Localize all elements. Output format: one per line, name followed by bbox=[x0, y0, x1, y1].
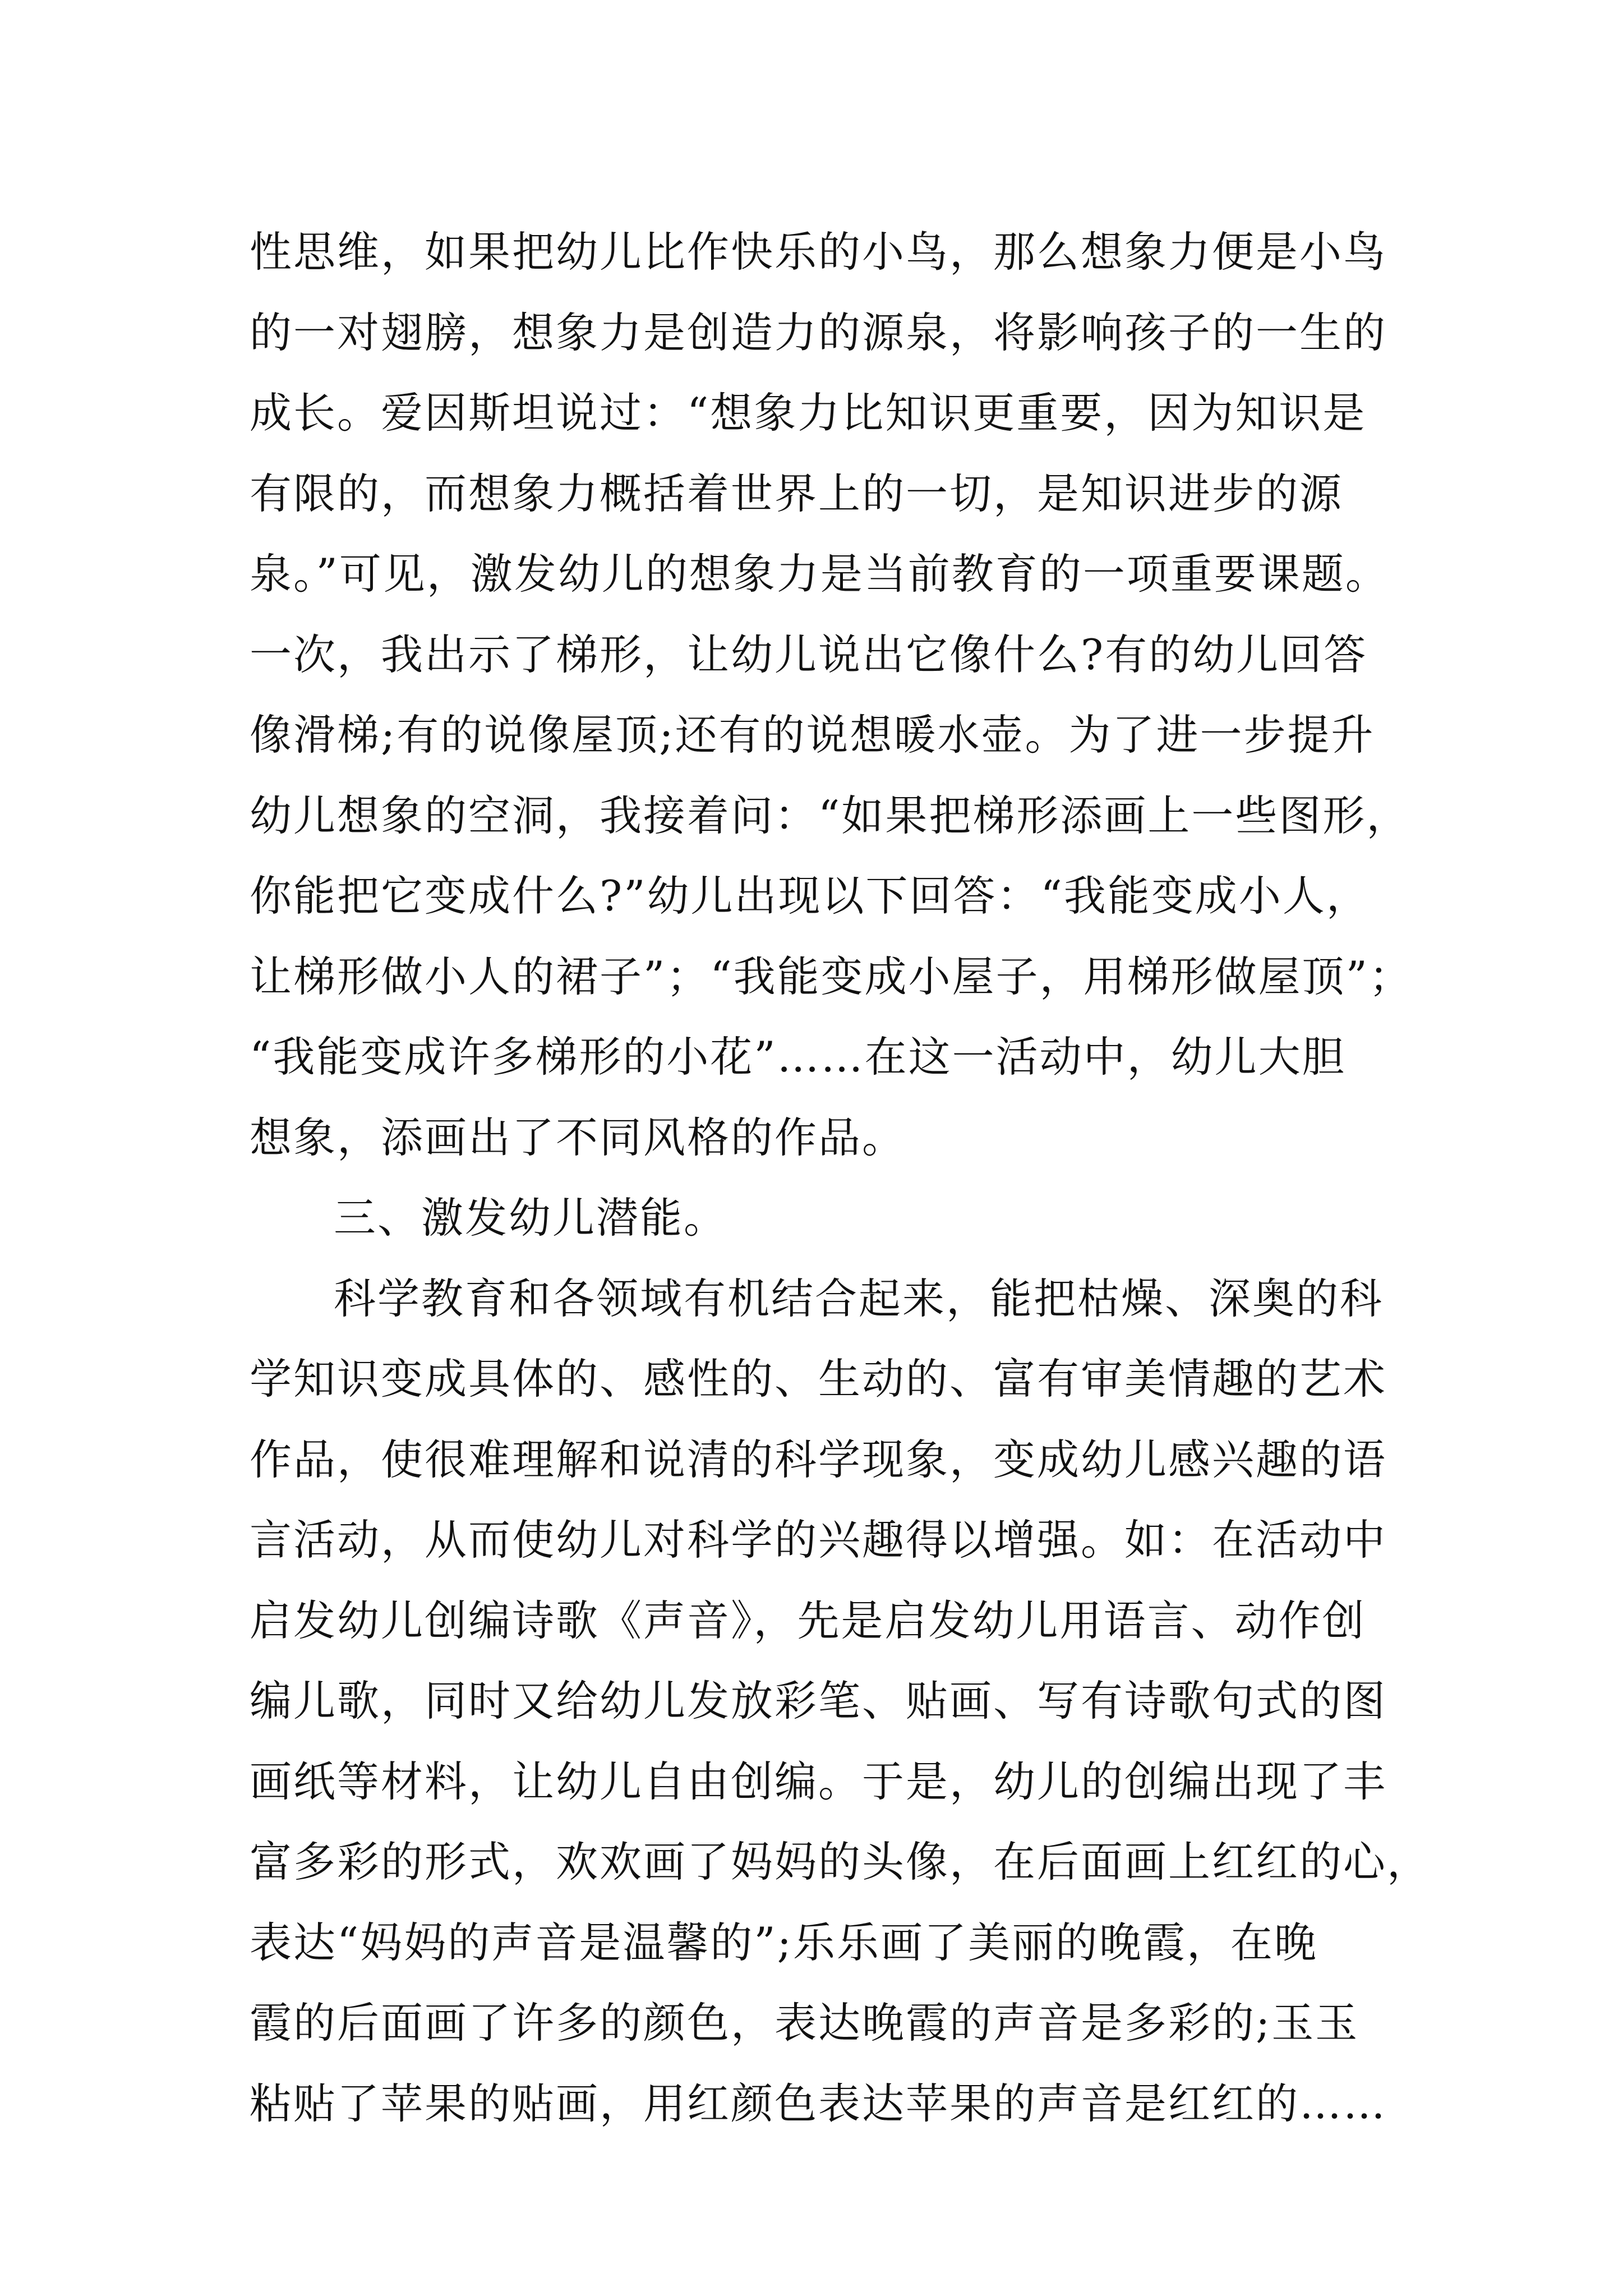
body-text bbox=[250, 212, 1438, 2144]
text-line: 成长。爱因斯坦说过：“想象力比知识更重要，因为知识是 bbox=[250, 388, 1367, 438]
text-line: 有限的，而想象力概括着世界上的一切，是知识进步的源 bbox=[250, 468, 1344, 518]
text-line: 表达“妈妈的声音是温馨的”;乐乐画了美丽的晚霞，在晚 bbox=[250, 1917, 1318, 1967]
text-line: 霞的后面画了许多的颜色，表达晚霞的声音是多彩的;玉玉 bbox=[250, 1998, 1359, 2047]
paragraph-first-line: 科学教育和各领域有机结合起来，能把枯燥、深奥的科 bbox=[334, 1273, 1384, 1323]
text-line: 性思维，如果把幼儿比作快乐的小鸟，那么想象力便是小鸟 bbox=[250, 227, 1387, 277]
text-line: “我能变成许多梯形的小花”……在这一活动中，幼儿大胆 bbox=[250, 1032, 1346, 1082]
text-line: 富多彩的形式，欢欢画了妈妈的头像，在后面画上红红的心， bbox=[250, 1837, 1431, 1887]
paragraph-first-line: 三、激发幼儿潜能。 bbox=[334, 1193, 728, 1243]
text-line: 想象，添画出了不同风格的作品。 bbox=[250, 1112, 906, 1162]
text-line: 作品，使很难理解和说清的科学现象，变成幼儿感兴趣的语 bbox=[250, 1434, 1387, 1484]
text-line: 编儿歌，同时又给幼儿发放彩笔、贴画、写有诗歌句式的图 bbox=[250, 1676, 1387, 1726]
text-line: 画纸等材料，让幼儿自由创编。于是，幼儿的创编出现了丰 bbox=[250, 1756, 1387, 1806]
text-line: 你能把它变成什么?”幼儿出现以下回答：“我能变成小人， bbox=[250, 871, 1370, 921]
text-line: 的一对翅膀，想象力是创造力的源泉，将影响孩子的一生的 bbox=[250, 307, 1387, 357]
text-line: 言活动，从而使幼儿对科学的兴趣得以增强。如：在活动中 bbox=[250, 1515, 1387, 1565]
text-line: 像滑梯;有的说像屋顶;还有的说想暖水壶。为了进一步提升 bbox=[250, 710, 1375, 760]
text-line: 幼儿想象的空洞，我接着问：“如果把梯形添画上一些图形， bbox=[250, 790, 1410, 840]
text-line: 学知识变成具体的、感性的、生动的、富有审美情趣的艺术 bbox=[250, 1354, 1387, 1404]
text-line: 让梯形做小人的裙子”；“我能变成小屋子，用梯形做屋顶”； bbox=[250, 951, 1413, 1001]
text-line: 启发幼儿创编诗歌《声音》，先是启发幼儿用语言、动作创 bbox=[250, 1595, 1366, 1645]
text-line: 泉。”可见，激发幼儿的想象力是当前教育的一项重要课题。 bbox=[250, 549, 1389, 599]
text-line: 粘贴了苹果的贴画，用红颜色表达苹果的声音是红红的…… bbox=[250, 2078, 1387, 2128]
text-line: 一次，我出示了梯形，让幼儿说出它像什么?有的幼儿回答 bbox=[250, 629, 1368, 679]
